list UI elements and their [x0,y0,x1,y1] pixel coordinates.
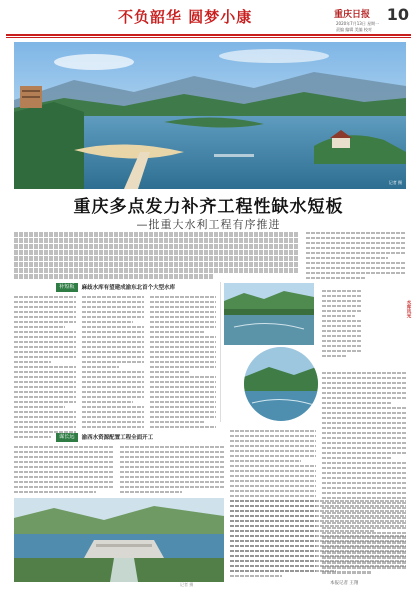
lake-image [224,283,314,345]
section1-tag-label: 补短板 [56,283,78,292]
dam-image [14,498,224,582]
section1-tag [56,282,175,292]
headline: 重庆多点发力补齐工程性缺水短板 [73,197,344,217]
page-number: 10 [386,5,409,24]
reservoir-photo-circle [242,345,320,423]
lead-paragraph [14,232,299,280]
section-title: 不负韶华 圆梦小康 [118,8,253,26]
dam-photo-credit: 记者 摄 [180,582,194,587]
section2-title: 渝西水资源配置工程全面开工 [81,435,154,441]
right-top-text [306,232,406,282]
hero-photo [14,42,406,189]
meta-staff: 责编 编辑 美编 校对 [336,27,372,32]
section1-column-1 [14,296,76,441]
page-meta [336,21,379,33]
bottom-right-text [230,500,406,575]
reservoir-landscape-image [14,42,406,189]
vertical-caption: 水库风光 [406,300,411,318]
header-rule [6,34,411,36]
right-column-a [322,290,362,360]
section2-tag [56,432,153,442]
hero-photo-credit: 记者 摄 [388,180,402,185]
author-signature: 本报记者 王翔 [330,581,359,586]
header-rule-thin [6,37,411,38]
section2-tag-label: 谋长远 [56,433,78,442]
newspaper-logo: 重庆日报 [334,10,371,20]
section1-column-2 [82,296,144,431]
section1-title: 麻歧水库有望建成渝东北首个大型水库 [81,285,176,291]
section2-column-2 [120,446,224,496]
bay-image [244,347,320,423]
subheadline: —批重大水利工程有序推进 [136,218,281,231]
reservoir-photo-right [224,283,314,345]
dam-photo [14,498,224,582]
section2-column-1 [14,446,114,496]
meta-date: 2020年7月13日 星期一 [336,21,380,26]
column-divider [220,282,221,422]
section1-column-3 [150,296,216,431]
page-header [6,4,411,38]
